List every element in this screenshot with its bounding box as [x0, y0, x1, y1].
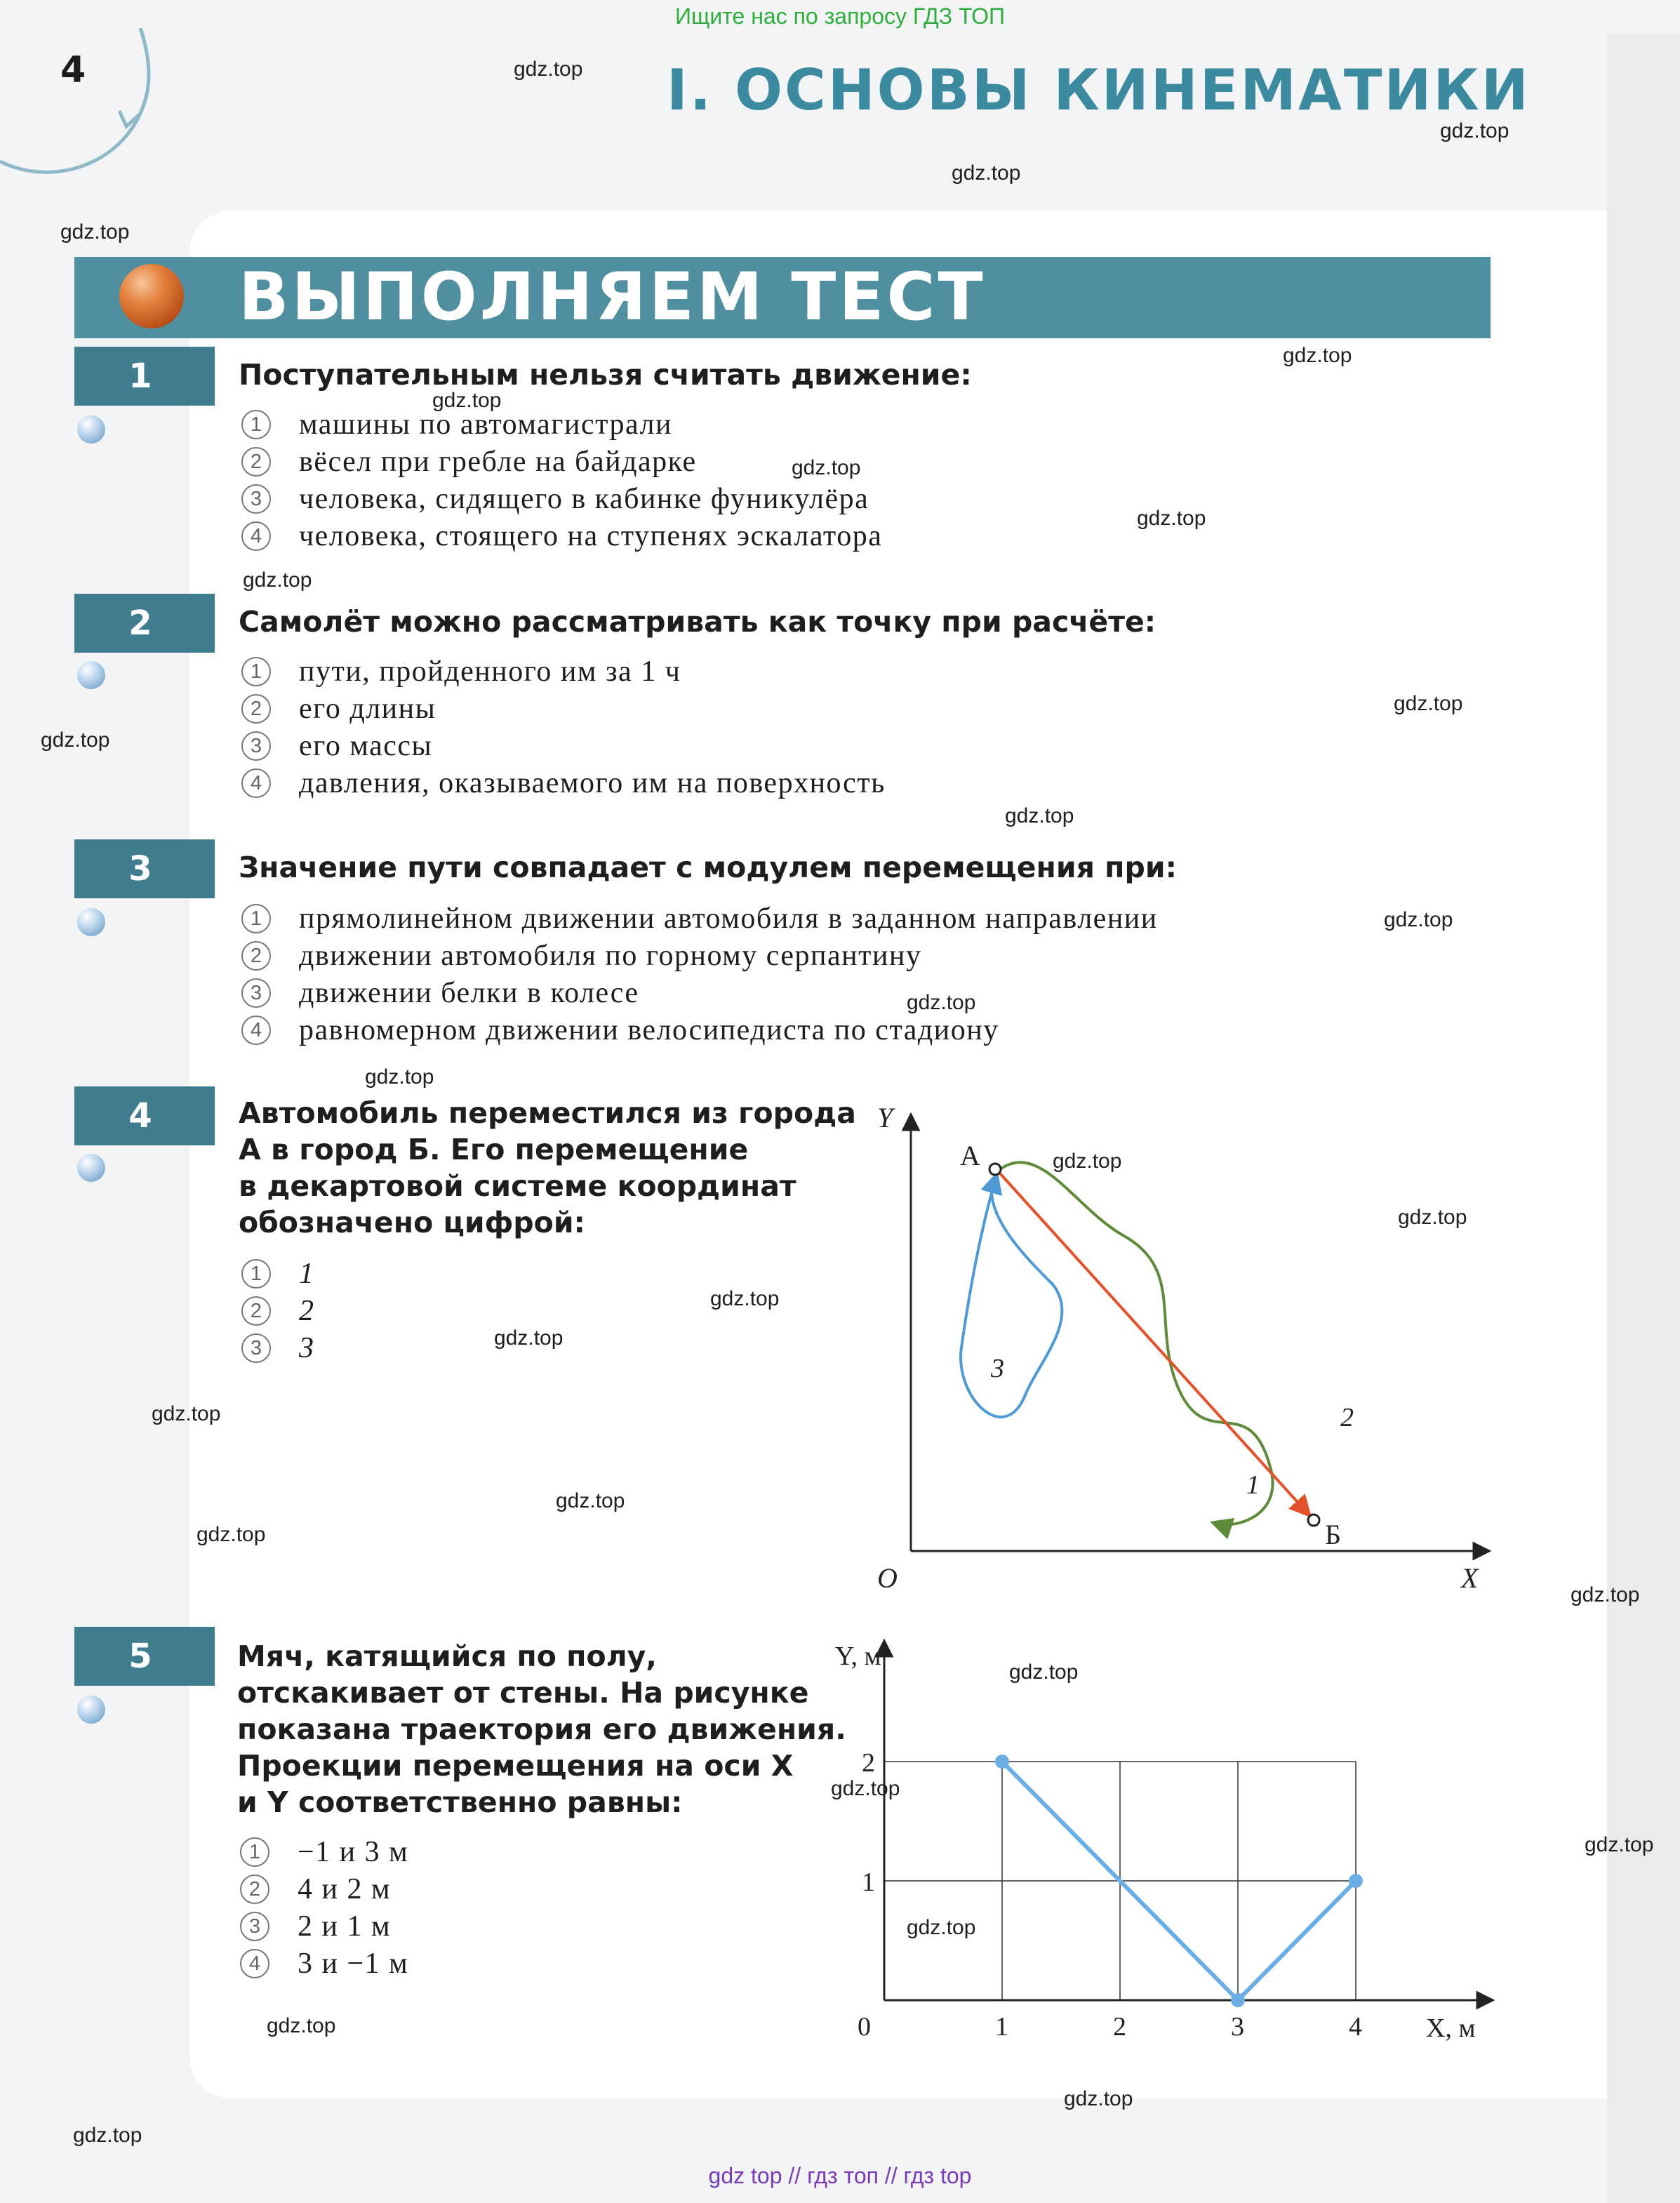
option-text: вёсел при гребле на байдарке: [299, 445, 697, 478]
watermark[interactable]: gdz.top: [1571, 1583, 1640, 1606]
option[interactable]: [241, 727, 886, 764]
chart-x-label: X, м: [1426, 2014, 1476, 2043]
option-number-circle[interactable]: 3: [241, 484, 271, 514]
option[interactable]: [240, 1870, 408, 1908]
path-2-label: 2: [1340, 1403, 1354, 1432]
bullet-dot-icon: [77, 1154, 105, 1182]
option[interactable]: [241, 974, 1158, 1011]
trajectory-point: [995, 1755, 1009, 1769]
watermark[interactable]: gdz.top: [365, 1065, 434, 1089]
question-1-options: [241, 406, 882, 554]
question-3-options: [241, 900, 1158, 1049]
option-text: его длины: [299, 692, 436, 725]
question-line: Автомобиль переместился из города: [239, 1096, 856, 1130]
option[interactable]: [240, 1908, 408, 1945]
option-text: 3: [299, 1331, 315, 1364]
option-text: прямолинейном движении автомобиля в заданном направлении: [299, 902, 1158, 935]
top-banner[interactable]: Ищите нас по запросу ГДЗ ТОП: [675, 4, 1005, 29]
page-edge-shadow: [1607, 34, 1680, 2203]
footer-links[interactable]: gdz top // гдз топ // гдз top: [708, 2163, 972, 2188]
x-tick-label: 4: [1349, 2012, 1362, 2042]
option-text: пути, пройденного им за 1 ч: [299, 655, 681, 688]
point-a: [989, 1164, 1001, 1175]
question-2-text: Самолёт можно рассматривать как точку при расчёте:: [239, 605, 1156, 639]
page-number: 4: [60, 49, 86, 91]
option[interactable]: [240, 1833, 408, 1870]
option[interactable]: [241, 1292, 315, 1329]
watermark[interactable]: gdz.top: [1053, 1150, 1122, 1173]
watermark[interactable]: gdz.top: [907, 1916, 976, 1939]
path-3: [961, 1176, 1062, 1417]
section-title: ВЫПОЛНЯЕМ ТЕСТ: [239, 259, 986, 335]
option-number-circle[interactable]: 2: [240, 1875, 269, 1904]
watermark[interactable]: gdz.top: [1398, 1206, 1467, 1229]
watermark[interactable]: gdz.top: [1064, 2087, 1133, 2110]
option-number-circle[interactable]: 2: [241, 447, 271, 477]
watermark[interactable]: gdz.top: [494, 1326, 564, 1350]
option[interactable]: [241, 653, 886, 690]
option-text: −1 и 3 м: [298, 1835, 409, 1868]
option[interactable]: [241, 1011, 1158, 1049]
point-a-label: А: [960, 1140, 980, 1171]
displacement-figure: [856, 1095, 1502, 1600]
option-text: его массы: [299, 729, 433, 762]
x-tick-label: 3: [1231, 2012, 1244, 2042]
option-text: движении автомобиля по горному серпантину: [299, 939, 922, 972]
option-text: 2 и 1 м: [298, 1910, 392, 1943]
option-number-circle[interactable]: 1: [241, 904, 271, 933]
watermark[interactable]: gdz.top: [41, 728, 110, 752]
point-b: [1308, 1515, 1319, 1526]
watermark[interactable]: gdz.top: [1585, 1833, 1654, 1856]
option-text: человека, стоящего на ступенях эскалатора: [299, 519, 883, 552]
option-number-circle[interactable]: 1: [241, 410, 271, 439]
watermark[interactable]: gdz.top: [1009, 1660, 1079, 1684]
watermark[interactable]: gdz.top: [60, 220, 130, 244]
watermark[interactable]: gdz.top: [514, 58, 583, 81]
question-number-1: 1: [74, 347, 215, 406]
x-axis-label: X: [1461, 1562, 1479, 1594]
x-tick-label: 2: [1113, 2012, 1126, 2042]
watermark[interactable]: gdz.top: [831, 1777, 900, 1800]
option-number-circle[interactable]: 4: [241, 768, 271, 798]
option[interactable]: [241, 937, 1158, 974]
option-number-circle[interactable]: 3: [240, 1912, 269, 1941]
bullet-dot-icon: [77, 661, 105, 689]
option[interactable]: [241, 764, 886, 801]
option-text: 2: [299, 1294, 315, 1327]
y-tick-label: 2: [862, 1748, 875, 1778]
question-5-options: [240, 1833, 408, 1982]
option-number-circle[interactable]: 4: [240, 1949, 269, 1978]
y-tick-label: 1: [862, 1868, 875, 1897]
option-text: 1: [299, 1257, 315, 1290]
option-number-circle[interactable]: 2: [241, 1296, 271, 1326]
question-4-options: [241, 1255, 315, 1366]
point-b-label: Б: [1325, 1519, 1341, 1550]
question-line: Мяч, катящийся по полу,: [237, 1639, 657, 1673]
option-number-circle[interactable]: 2: [241, 694, 271, 724]
option[interactable]: [241, 480, 882, 517]
watermark[interactable]: gdz.top: [267, 2014, 336, 2037]
option-number-circle[interactable]: 2: [241, 941, 271, 971]
watermark[interactable]: gdz.top: [710, 1287, 780, 1310]
question-3-text: Значение пути совпадает с модулем перемещения при:: [239, 851, 1177, 884]
trajectory-point: [1231, 1993, 1245, 2007]
x-tick-label: 1: [995, 2012, 1008, 2042]
path-1-label: 1: [1246, 1470, 1260, 1500]
option-text: 4 и 2 м: [298, 1872, 392, 1905]
path-1: [1000, 1173, 1309, 1515]
watermark[interactable]: gdz.top: [907, 991, 976, 1014]
option[interactable]: [241, 517, 882, 554]
question-line: в декартовой системе координат: [239, 1169, 796, 1203]
question-number-3: 3: [74, 839, 215, 898]
option-number-circle[interactable]: 1: [241, 1259, 271, 1289]
question-line: отскакивает от стены. На рисунке: [237, 1676, 809, 1710]
option-text: машины по автомагистрали: [299, 408, 672, 441]
chapter-title: I. ОСНОВЫ КИНЕМАТИКИ: [667, 58, 1531, 123]
trajectory-chart: [828, 1628, 1502, 2049]
watermark[interactable]: gdz.top: [1005, 804, 1074, 827]
option[interactable]: [241, 900, 1158, 937]
question-line: А в город Б. Его перемещение: [239, 1133, 749, 1166]
option[interactable]: [241, 1329, 315, 1366]
bullet-dot-icon: [77, 908, 105, 936]
watermark[interactable]: gdz.top: [1283, 344, 1352, 367]
option[interactable]: [241, 443, 882, 480]
option-text: равномерном движении велосипедиста по стадиону: [299, 1013, 999, 1046]
question-line: показана траектория его движения.: [237, 1712, 846, 1746]
question-5-text: [237, 1638, 846, 1821]
option-number-circle[interactable]: 4: [241, 521, 271, 551]
origin-label: O: [877, 1562, 898, 1594]
option[interactable]: [241, 690, 886, 727]
option-text: 3 и −1 м: [298, 1947, 409, 1980]
question-2-options: [241, 653, 886, 801]
watermark[interactable]: gdz.top: [556, 1489, 625, 1512]
watermark[interactable]: gdz.top: [152, 1402, 221, 1425]
option-number-circle[interactable]: 4: [241, 1016, 271, 1045]
y-axis-label: Y: [877, 1102, 893, 1133]
watermark[interactable]: gdz.top: [196, 1523, 266, 1546]
watermark[interactable]: gdz.top: [73, 2124, 142, 2147]
watermark[interactable]: gdz.top: [1384, 908, 1453, 931]
option-text: движении белки в колесе: [299, 976, 639, 1009]
question-line: и Y соответственно равны:: [237, 1785, 683, 1819]
option[interactable]: [241, 1255, 315, 1292]
question-line: Проекции перемещения на оси X: [237, 1749, 794, 1783]
watermark[interactable]: gdz.top: [432, 389, 502, 412]
question-4-text: [239, 1095, 856, 1241]
option-number-circle[interactable]: 1: [240, 1837, 269, 1867]
option-number-circle[interactable]: 3: [241, 978, 271, 1008]
question-number-5: 5: [74, 1627, 215, 1686]
bullet-dot-icon: [77, 1696, 105, 1724]
x-tick-label: 0: [858, 2012, 871, 2042]
option-text: давления, оказываемого им на поверхность: [299, 766, 886, 799]
chart-y-label: Y, м: [835, 1642, 881, 1671]
watermark[interactable]: gdz.top: [792, 456, 861, 479]
chart-ticks: [858, 1748, 1362, 2042]
question-1-text: Поступательным нельзя считать движение:: [239, 358, 972, 392]
trajectory-point: [1349, 1874, 1363, 1888]
watermark[interactable]: gdz.top: [1440, 119, 1509, 142]
question-number-4: 4: [74, 1086, 215, 1145]
option[interactable]: [240, 1945, 408, 1982]
watermark[interactable]: gdz.top: [243, 568, 312, 592]
option[interactable]: [241, 406, 882, 443]
path-3-label: 3: [991, 1354, 1004, 1383]
option-number-circle[interactable]: 3: [241, 1333, 271, 1363]
orange-ball-icon: [119, 264, 184, 328]
watermark[interactable]: gdz.top: [952, 161, 1021, 185]
bullet-dot-icon: [77, 415, 105, 444]
option-text: человека, сидящего в кабинке фуникулёра: [299, 482, 869, 515]
option-number-circle[interactable]: 1: [241, 657, 271, 686]
option-number-circle[interactable]: 3: [241, 731, 271, 761]
question-number-2: 2: [74, 594, 215, 653]
watermark[interactable]: gdz.top: [1137, 507, 1206, 530]
watermark[interactable]: gdz.top: [1394, 692, 1463, 715]
question-line: обозначено цифрой:: [239, 1206, 585, 1239]
